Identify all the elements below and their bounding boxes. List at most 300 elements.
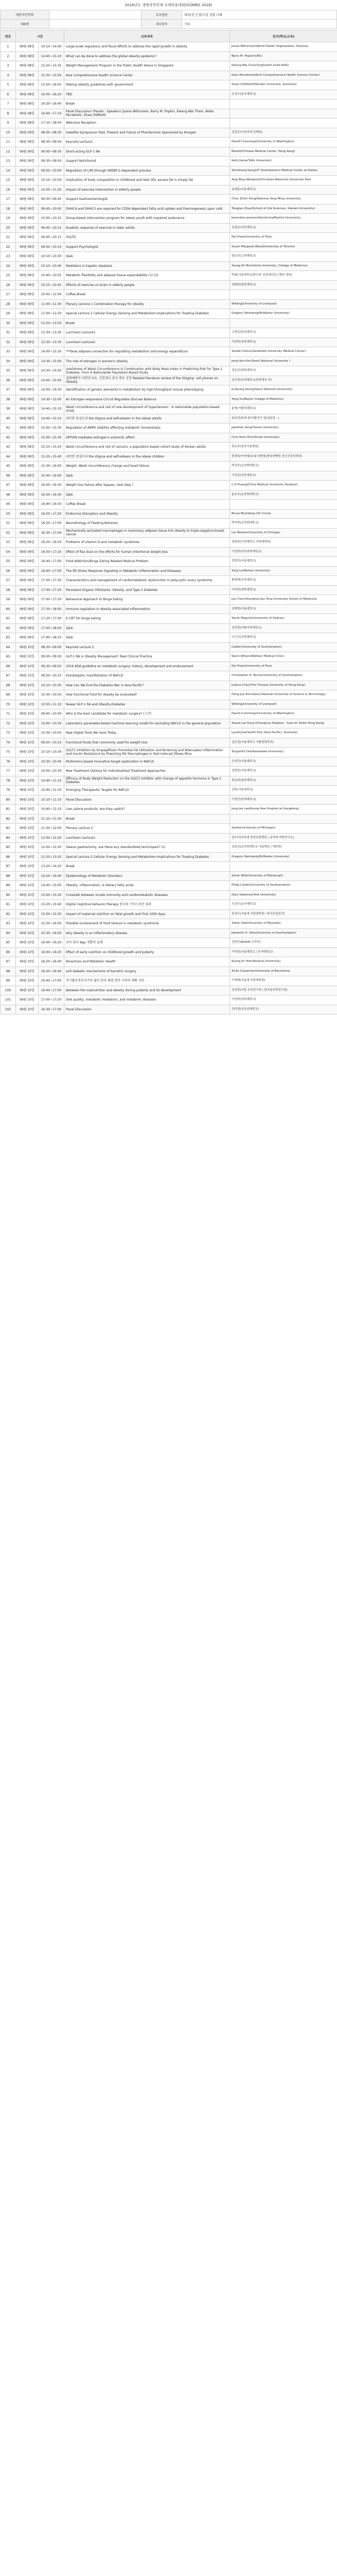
row-subject: Panel Discussion bbox=[64, 795, 230, 805]
row-subject: Special Lecture 2 Cellular Energy Sensing and Metabolism-Implications for Treating Diabetes bbox=[64, 309, 230, 319]
row-subject: The role of estrogen in women's obesity bbox=[64, 357, 230, 366]
row-time: 17:10~18:00 bbox=[39, 118, 64, 128]
row-date: 09월 09일 bbox=[16, 176, 39, 185]
table-row bbox=[1, 786, 337, 795]
row-time: 16:40~17:00 bbox=[39, 976, 64, 986]
header-no: 번호 bbox=[1, 30, 16, 42]
row-time: 15:30~16:00 bbox=[39, 919, 64, 929]
row-number: 34 bbox=[1, 357, 16, 366]
row-date: 09월 10일 bbox=[16, 947, 39, 957]
row-speaker: Shaw (Sidfield)(Monash University, Australia) bbox=[230, 80, 337, 90]
row-number: 35 bbox=[1, 366, 16, 376]
org-value bbox=[49, 10, 141, 20]
row-subject: Mediators in hepatic steatosis bbox=[64, 261, 230, 271]
row-time: 09:30~09:50 bbox=[39, 157, 64, 166]
row-time: 09:50~10:10 bbox=[39, 242, 64, 252]
row-time: 09:50~10:00 bbox=[39, 166, 64, 176]
row-time: 10:30~10:50 bbox=[39, 690, 64, 700]
count-label: 799명 bbox=[1, 20, 49, 29]
row-time: 10:15~10:45 bbox=[39, 280, 64, 290]
row-number: 39 bbox=[1, 404, 16, 414]
row-subject: Food Addiction/Binge Eating Related Medical Problem bbox=[64, 557, 230, 567]
row-number: 98 bbox=[1, 967, 16, 976]
table-row bbox=[1, 80, 337, 90]
table-row bbox=[1, 223, 337, 233]
row-date: 09월 10일 bbox=[16, 843, 39, 853]
row-date: 09월 10일 bbox=[16, 814, 39, 824]
row-subject: Endocrine Disruptors and Obesity bbox=[64, 509, 230, 519]
table-row bbox=[1, 538, 337, 548]
row-subject: SOLTD bbox=[64, 233, 230, 243]
row-time: 14:30~15:00 bbox=[39, 395, 64, 404]
row-number: 72 bbox=[1, 719, 16, 728]
row-time: 16:30~17:00 bbox=[39, 1005, 64, 1014]
table-row bbox=[1, 557, 337, 567]
row-speaker: Kazu Murakoshi(Aichi Comprehensive Health Science Center) bbox=[230, 71, 337, 80]
row-number: 41 bbox=[1, 423, 16, 433]
row-time: 09:00~09:30 bbox=[39, 652, 64, 662]
row-subject: Effects of exercise on brain in elderly people bbox=[64, 280, 230, 290]
row-date: 09월 10일 bbox=[16, 652, 39, 662]
table-row bbox=[1, 843, 337, 853]
row-time: 09:00~09:30 bbox=[39, 147, 64, 157]
row-number: 16 bbox=[1, 185, 16, 195]
row-subject: Anabolic response of exercise in older adults bbox=[64, 223, 230, 233]
row-time: 17:00~17:20 bbox=[39, 995, 64, 1005]
row-time: 10:10~11:10 bbox=[39, 795, 64, 805]
table-row bbox=[1, 261, 337, 271]
row-date: 09월 09일 bbox=[16, 452, 39, 462]
row-subject: Effect of early nutrition on childhood growth and puberty bbox=[64, 947, 230, 957]
row-speaker: C.H Huang(China Medical University Hospital) bbox=[230, 481, 337, 490]
row-subject: Large-scale regulatory and fiscal efforts to address the rapid growth in obesity bbox=[64, 42, 230, 52]
row-number: 100 bbox=[1, 986, 16, 995]
table-row bbox=[1, 166, 337, 176]
row-date: 09월 10일 bbox=[16, 728, 39, 738]
row-speaker bbox=[230, 109, 337, 118]
row-speaker: 박상욱(순천향대학교) bbox=[230, 462, 337, 471]
row-number: 82 bbox=[1, 814, 16, 824]
row-time: 10:00~10:30 bbox=[39, 719, 64, 728]
row-speaker: Kyung Jin Yoon(Konkuk University) bbox=[230, 957, 337, 967]
row-time: 12:20~13:50 bbox=[39, 318, 64, 328]
row-subject: Diet quality, metabolic mediators, and metabolic diseases bbox=[64, 995, 230, 1005]
row-date: 09월 09일 bbox=[16, 528, 39, 538]
row-number: 36 bbox=[1, 376, 16, 385]
row-date: 09월 10일 bbox=[16, 833, 39, 843]
row-date: 09월 09일 bbox=[16, 376, 39, 385]
row-subject: Waist circumference and risk of new development of hypertension : A nationwide population-based study bbox=[64, 404, 230, 414]
row-time: 09:45~10:15 bbox=[39, 223, 64, 233]
row-speaker: Tongjian Zhao(School of Life Sciences, Xiamen University) bbox=[230, 204, 337, 214]
row-subject: E-CBT for binge eating bbox=[64, 614, 230, 624]
row-number: 50 bbox=[1, 509, 16, 519]
row-time: 16:40~17:00 bbox=[39, 566, 64, 576]
row-number: 25 bbox=[1, 271, 16, 281]
row-speaker: Philip Calder(University of Southampton) bbox=[230, 881, 337, 891]
row-time: 17:40~18:10 bbox=[39, 633, 64, 643]
row-number: 92 bbox=[1, 909, 16, 919]
row-speaker: Hong-Jun Kim(Seoul National University of Science & Technology) bbox=[230, 690, 337, 700]
row-date: 09월 10일 bbox=[16, 862, 39, 872]
row-subject: Break bbox=[64, 318, 230, 328]
row-date: 09월 10일 bbox=[16, 938, 39, 948]
row-time: 16:40~17:00 bbox=[39, 986, 64, 995]
table-row bbox=[1, 176, 337, 185]
row-date: 09월 09일 bbox=[16, 471, 39, 481]
row-subject: Q&A bbox=[64, 471, 230, 481]
row-date: 09월 10일 bbox=[16, 681, 39, 690]
row-date: 09월 10일 bbox=[16, 995, 39, 1005]
table-row bbox=[1, 852, 337, 862]
row-time: 16:40~17:10 bbox=[39, 109, 64, 118]
row-date: 09월 09일 bbox=[16, 633, 39, 643]
row-speaker: 이진희(차의과학대학교) bbox=[230, 547, 337, 557]
header-speaker: 강사(학교/소속) bbox=[230, 30, 337, 42]
row-number: 74 bbox=[1, 738, 16, 748]
row-speaker bbox=[230, 862, 337, 872]
row-date: 09월 10일 bbox=[16, 719, 39, 728]
row-date: 09월 09일 bbox=[16, 395, 39, 404]
row-subject: Coffee Break bbox=[64, 500, 230, 510]
row-time: 10:50~11:20 bbox=[39, 185, 64, 195]
row-date: 09월 10일 bbox=[16, 690, 39, 700]
row-time: 10:10~10:30 bbox=[39, 252, 64, 262]
table-row bbox=[1, 500, 337, 510]
row-date: 09월 10일 bbox=[16, 900, 39, 910]
row-time: 16:30~17:00 bbox=[39, 528, 64, 538]
table-row bbox=[1, 566, 337, 576]
row-date: 09월 09일 bbox=[16, 595, 39, 605]
row-speaker: 김영남(서울대학교) bbox=[230, 767, 337, 776]
row-time: 12:30~13:30 bbox=[39, 337, 64, 347]
row-date: 09월 10일 bbox=[16, 890, 39, 900]
row-subject: SGLT2 inhibition by Empagliflozin Promotes Fat Utilization and Browning and Attenuates Inflammation and Insulin Resistance by Polarizing M2 Macrophages in Diet-induced Obese Mice bbox=[64, 748, 230, 757]
row-number: 9 bbox=[1, 118, 16, 128]
row-number: 97 bbox=[1, 957, 16, 967]
row-speaker bbox=[230, 99, 337, 109]
row-date: 09월 10일 bbox=[16, 909, 39, 919]
row-subject: Luncheon Lecture2 bbox=[64, 337, 230, 347]
row-time: 10:30~10:50 bbox=[39, 728, 64, 738]
row-time: 10:30~10:40 bbox=[39, 757, 64, 767]
row-date: 09월 10일 bbox=[16, 852, 39, 862]
row-date: 09월 10일 bbox=[16, 976, 39, 986]
table-row bbox=[1, 233, 337, 243]
row-subject: Crosstalk between innate immunity and cardiometabolic diseases bbox=[64, 890, 230, 900]
row-number: 42 bbox=[1, 433, 16, 443]
row-speaker: 권영남(가천대학교 의학대학원) bbox=[230, 538, 337, 548]
row-subject: Coffee Break bbox=[64, 290, 230, 300]
row-speaker: Yukari Oda(University of Miyazaki) bbox=[230, 919, 337, 929]
row-speaker: 김진한(국립 보건연구원 / 한국원자력연구원) bbox=[230, 986, 337, 995]
row-time: 17:20~17:40 bbox=[39, 614, 64, 624]
row-speaker: Christopher D. Byrne(University of Southampton) bbox=[230, 671, 337, 681]
row-speaker: 김태희(한양대학교) bbox=[230, 280, 337, 290]
row-number: 29 bbox=[1, 309, 16, 319]
row-subject: Luncheon Lecture1 bbox=[64, 833, 230, 843]
row-speaker: Lev Becker(University of Chicago) bbox=[230, 528, 337, 538]
row-subject: Metabolic flexibility and adipose tissue expandability (1) (2) bbox=[64, 271, 230, 281]
table-row bbox=[1, 986, 337, 995]
row-speaker: Joane Willumsen(World Health Organization, Geneva) bbox=[230, 42, 337, 52]
row-speaker: 김원(서울대학교) bbox=[230, 786, 337, 795]
row-number: 51 bbox=[1, 519, 16, 529]
row-date: 09월 09일 bbox=[16, 547, 39, 557]
row-speaker: 이남명(전북대학교) bbox=[230, 337, 337, 347]
row-date: 09월 10일 bbox=[16, 824, 39, 834]
row-date: 09월 10일 bbox=[16, 967, 39, 976]
schedule-body bbox=[1, 42, 337, 1014]
row-time: 16:30~16:40 bbox=[39, 490, 64, 500]
row-number: 30 bbox=[1, 318, 16, 328]
row-time: 16:50~17:20 bbox=[39, 509, 64, 519]
row-number: 65 bbox=[1, 652, 16, 662]
row-subject: Multiomics-based innovative target exploration in NAFLD bbox=[64, 757, 230, 767]
row-speaker bbox=[230, 290, 337, 300]
row-time: 08:30~09:00 bbox=[39, 138, 64, 147]
row-time: 10:40~11:10 bbox=[39, 786, 64, 795]
row-number: 80 bbox=[1, 795, 16, 805]
table-row bbox=[1, 481, 337, 490]
row-subject: Extrahepatic manifestation of NAFLD bbox=[64, 671, 230, 681]
row-time: 10:00~10:15 bbox=[39, 214, 64, 224]
table-row bbox=[1, 433, 337, 443]
row-time: 14:40~15:00 bbox=[39, 881, 64, 891]
row-number: 19 bbox=[1, 214, 16, 224]
row-date: 09월 08일 bbox=[16, 118, 39, 128]
row-subject: anti-diabetic mechanisms of bariatric surgery bbox=[64, 967, 230, 976]
row-number: 14 bbox=[1, 166, 16, 176]
row-subject: Special Lecture 2 Cellular Energy Sensing and Metabolism-Implications for Treating Diabetes bbox=[64, 852, 230, 862]
person-value: 대리/정 은정(도일 김할 나해 bbox=[182, 10, 337, 20]
row-number: 15 bbox=[1, 176, 16, 185]
row-subject: Support Psychologist bbox=[64, 242, 230, 252]
table-row bbox=[1, 309, 337, 319]
table-row bbox=[1, 805, 337, 815]
row-date: 09월 09일 bbox=[16, 357, 39, 366]
table-row bbox=[1, 938, 337, 948]
row-date: 09월 09일 bbox=[16, 623, 39, 633]
row-number: 8 bbox=[1, 109, 16, 118]
row-subject: TBD bbox=[64, 90, 230, 99]
row-date: 09월 09일 bbox=[16, 500, 39, 510]
row-speaker: 조연진(서울대학교) bbox=[230, 757, 337, 767]
row-speaker: David Cummings(University of Washington) bbox=[230, 709, 337, 719]
row-time: 14:00~15:30 bbox=[39, 347, 64, 357]
row-date: 09월 09일 bbox=[16, 614, 39, 624]
row-time: 16:00~16:30 bbox=[39, 481, 64, 490]
row-time: 11:00~11:30 bbox=[39, 299, 64, 309]
row-time: 10:10~10:30 bbox=[39, 748, 64, 757]
row-number: 32 bbox=[1, 337, 16, 347]
row-date: 09월 09일 bbox=[16, 347, 39, 357]
row-time: 10:10~10:40 bbox=[39, 261, 64, 271]
row-time: 16:05~16:20 bbox=[39, 90, 64, 99]
row-date: 09월 10일 bbox=[16, 748, 39, 757]
row-date: 09월 10일 bbox=[16, 767, 39, 776]
row-subject: Q&A bbox=[64, 490, 230, 500]
row-number: 46 bbox=[1, 471, 16, 481]
row-speaker: Chen Zhilin Feng(National Yang-Ming University) bbox=[230, 195, 337, 205]
table-row bbox=[1, 443, 337, 452]
row-date: 09월 10일 bbox=[16, 795, 39, 805]
row-subject: Persistent Organic Pollutants: Obesity, and Type 2 Diabetes bbox=[64, 585, 230, 595]
row-time: 09:30~09:50 bbox=[39, 662, 64, 671]
row-date: 09월 10일 bbox=[16, 671, 39, 681]
table-row bbox=[1, 909, 337, 919]
row-speaker: Young-Ah Moon(Inha University, College of Medicine) bbox=[230, 261, 337, 271]
document-page bbox=[0, 0, 337, 1014]
row-time: 15:10~15:25 bbox=[39, 443, 64, 452]
table-row bbox=[1, 214, 337, 224]
org-label: 대한비만학회 bbox=[1, 10, 49, 20]
row-date: 09월 09일 bbox=[16, 299, 39, 309]
row-subject: ***beat adipose connection for regulating metabolism and energy expenditure bbox=[64, 347, 230, 357]
row-number: 23 bbox=[1, 252, 16, 262]
row-speaker: 윤영(가톨릭대학교) bbox=[230, 404, 337, 414]
table-row bbox=[1, 204, 337, 214]
row-subject: Mechanically activated macrophages in mammary adipose tissue link obesity to triple-negative breast cancer bbox=[64, 528, 230, 538]
table-row bbox=[1, 614, 337, 624]
table-row bbox=[1, 290, 337, 300]
row-subject: 과민한 중심도의 the stigma and self-esteem in the obese children bbox=[64, 452, 230, 462]
table-row bbox=[1, 833, 337, 843]
row-date: 09월 09일 bbox=[16, 414, 39, 423]
row-date: 09월 09일 bbox=[16, 290, 39, 300]
row-time: 10:40~11:10 bbox=[39, 805, 64, 815]
row-speaker: 김영준(국민대학교) bbox=[230, 223, 337, 233]
row-speaker: Susan Margaret Wood(University of Toronto) bbox=[230, 242, 337, 252]
row-number: 20 bbox=[1, 223, 16, 233]
row-time: 08:30~09:00 bbox=[39, 642, 64, 652]
table-row bbox=[1, 528, 337, 538]
row-date: 09월 08일 bbox=[16, 99, 39, 109]
row-speaker: Choi Hoon Kim(Yonsei University) bbox=[230, 433, 337, 443]
row-number: 73 bbox=[1, 728, 16, 738]
row-speaker: 오상우(동국대학교) bbox=[230, 90, 337, 99]
table-row bbox=[1, 623, 337, 633]
row-speaker: Gary Sweeney(York University) bbox=[230, 890, 337, 900]
row-number: 7 bbox=[1, 99, 16, 109]
table-row bbox=[1, 709, 337, 719]
row-time: 14:40~15:10 bbox=[39, 404, 64, 414]
row-speaker: 이진종(인하대학교) bbox=[230, 471, 337, 481]
row-speaker: 황영태(인하대학교) bbox=[230, 576, 337, 586]
row-number: 47 bbox=[1, 481, 16, 490]
row-number: 61 bbox=[1, 614, 16, 624]
table-row bbox=[1, 1005, 337, 1014]
row-number: 84 bbox=[1, 833, 16, 843]
row-number: 27 bbox=[1, 290, 16, 300]
table-row bbox=[1, 719, 337, 728]
table-row bbox=[1, 128, 337, 138]
row-number: 88 bbox=[1, 871, 16, 881]
row-time: 14:20~14:40 bbox=[39, 871, 64, 881]
table-row bbox=[1, 700, 337, 709]
row-speaker: 고현주(한성대학교) bbox=[230, 328, 337, 338]
row-date: 09월 09일 bbox=[16, 185, 39, 195]
table-row bbox=[1, 242, 337, 252]
row-subject: Plenary Lecture 2 bbox=[64, 824, 230, 834]
table-row bbox=[1, 280, 337, 290]
row-number: 68 bbox=[1, 681, 16, 690]
row-number: 85 bbox=[1, 843, 16, 853]
row-date: 09월 09일 bbox=[16, 404, 39, 414]
row-subject: Bioactives and Metabolic Health bbox=[64, 957, 230, 967]
row-speaker: 김민영(이화여자대학교) bbox=[230, 623, 337, 633]
table-row bbox=[1, 576, 337, 586]
row-number: 102 bbox=[1, 1005, 16, 1014]
row-speaker: Yong Lu(Wuhan University) bbox=[230, 566, 337, 576]
row-speaker: Je Kyung Seong(Seoul National University) bbox=[230, 385, 337, 395]
row-time: 15:00~15:30 bbox=[39, 433, 64, 443]
table-row bbox=[1, 109, 337, 118]
row-subject: Panel Discussion bbox=[64, 1005, 230, 1014]
table-row bbox=[1, 995, 337, 1005]
row-time: 14:00~14:30 bbox=[39, 385, 64, 395]
row-number: 59 bbox=[1, 595, 16, 605]
table-row bbox=[1, 347, 337, 357]
row-subject: What can be done to address the global obesity epidemic? bbox=[64, 52, 230, 61]
row-subject: Asia Comprehensive Health Science Center bbox=[64, 71, 230, 80]
row-date: 09월 09일 bbox=[16, 195, 39, 205]
row-number: 90 bbox=[1, 890, 16, 900]
row-speaker: Wilding(University of Liverpool) bbox=[230, 700, 337, 709]
row-number: 2 bbox=[1, 52, 16, 61]
row-number: 63 bbox=[1, 633, 16, 643]
row-subject: Characteristics and management of cardiometabolic dysfunction in polycystic ovary syndrome bbox=[64, 576, 230, 586]
row-time: 16:40~17:00 bbox=[39, 557, 64, 567]
row-subject: Regulation of LXR through SREBP-2-dependent process bbox=[64, 166, 230, 176]
row-time: 11:30~12:00 bbox=[39, 824, 64, 834]
row-number: 26 bbox=[1, 280, 16, 290]
row-number: 86 bbox=[1, 852, 16, 862]
table-row bbox=[1, 814, 337, 824]
table-row bbox=[1, 547, 337, 557]
row-speaker: Jaewhan Song(Yonsei University) bbox=[230, 423, 337, 433]
row-subject: Short-acting GLP-1 RA bbox=[64, 147, 230, 157]
row-time: 17:40~18:00 bbox=[39, 623, 64, 633]
table-row bbox=[1, 366, 337, 376]
row-time: 15:50~16:05 bbox=[39, 80, 64, 90]
row-subject: Behavioral Approach to Binge Eating bbox=[64, 595, 230, 605]
row-subject: 과민한 중심도의 the stigma and self-esteem in the obese adults bbox=[64, 414, 230, 423]
row-number: 67 bbox=[1, 671, 16, 681]
row-subject: 보다 한다 App 개발의 실제 bbox=[64, 938, 230, 948]
row-subject: Effect of flax dust on the efforts for human intentional weight loss bbox=[64, 547, 230, 557]
row-date: 09월 09일 bbox=[16, 128, 39, 138]
row-date: 09월 09일 bbox=[16, 490, 39, 500]
row-time: 15:20~15:40 bbox=[39, 900, 64, 910]
row-date: 09월 10일 bbox=[16, 709, 39, 719]
row-number: 57 bbox=[1, 576, 16, 586]
table-row bbox=[1, 862, 337, 872]
row-speaker: 이지원(서울대학교 / 공가대학교) bbox=[230, 947, 337, 957]
table-row bbox=[1, 271, 337, 281]
table-row bbox=[1, 118, 337, 128]
row-date: 09월 08일 bbox=[16, 61, 39, 71]
row-time: 16:00~16:20 bbox=[39, 938, 64, 948]
table-row bbox=[1, 157, 337, 166]
place-label: 세부항목 bbox=[141, 20, 182, 29]
row-date: 09월 10일 bbox=[16, 757, 39, 767]
row-speaker: 정영진(서울대학교) bbox=[230, 557, 337, 567]
row-number: 21 bbox=[1, 233, 16, 243]
row-date: 09월 10일 bbox=[16, 738, 39, 748]
row-date: 09월 09일 bbox=[16, 604, 39, 614]
schedule-header-row bbox=[1, 30, 337, 42]
